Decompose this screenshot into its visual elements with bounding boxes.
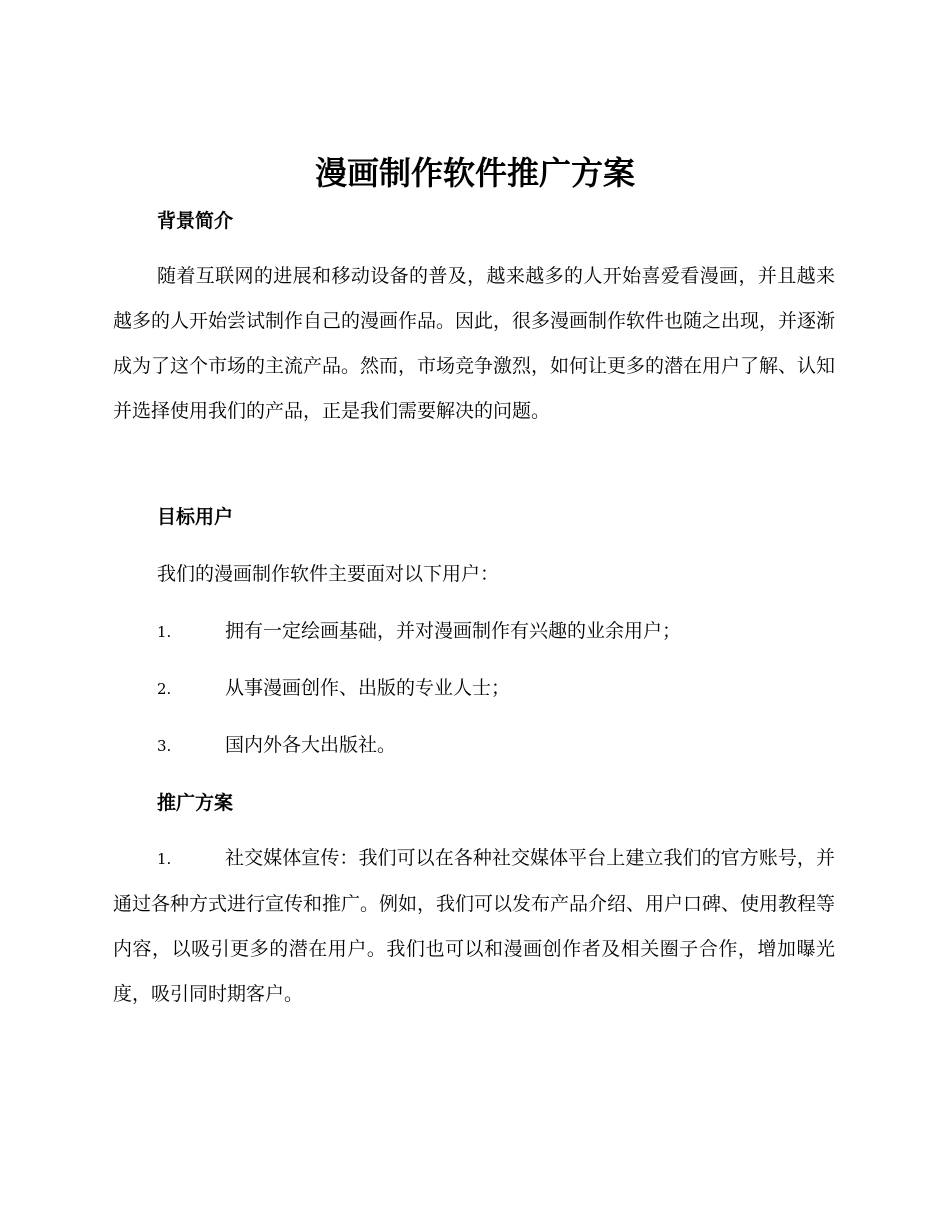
section-heading-background: 背景简介 [157, 210, 234, 232]
section-heading-target-users: 目标用户 [157, 506, 234, 528]
document-title: 漫画制作软件推广方案 [314, 154, 635, 192]
list-item-text: 国内外各大出版社。 [225, 734, 397, 756]
target-users-intro: 我们的漫画制作软件主要面对以下用户： [157, 563, 500, 585]
plan-item-text: 社交媒体宣传：我们可以在各种社交媒体平台上建立我们的官方账号，并通过各种方式进行宣传和推广。例如，我们可以发布产品介绍、用户口碑、使用教程等内容，以吸引更多的潜在用户。我们也可以和漫画创作者及相关圈子合作，增加曝光度，吸引同时期客户。 [113, 847, 836, 1005]
list-item [157, 618, 681, 645]
background-paragraph: 随着互联网的进展和移动设备的普及，越来越多的人开始喜爱看漫画，并且越来越多的人开始尝试制作自己的漫画作品。因此，很多漫画制作软件也随之出现，并逐渐成为了这个市场的主流产品。然而，市场竞争激烈，如何让更多的潜在用户了解、认知并选择使用我们的产品，正是我们需要解决的问题。 [113, 265, 836, 422]
list-item [157, 732, 396, 759]
list-item [157, 675, 510, 702]
plan-item-number: 1. [157, 850, 172, 868]
section-heading-plan: 推广方案 [157, 792, 234, 814]
list-item-number: 3. [157, 737, 172, 755]
list-item-text: 拥有一定绘画基础，并对漫画制作有兴趣的业余用户； [225, 620, 682, 642]
list-item-text: 从事漫画创作、出版的专业人士； [225, 677, 511, 699]
list-item-number: 1. [157, 623, 172, 641]
plan-item [113, 836, 835, 1017]
list-item-number: 2. [157, 680, 172, 698]
